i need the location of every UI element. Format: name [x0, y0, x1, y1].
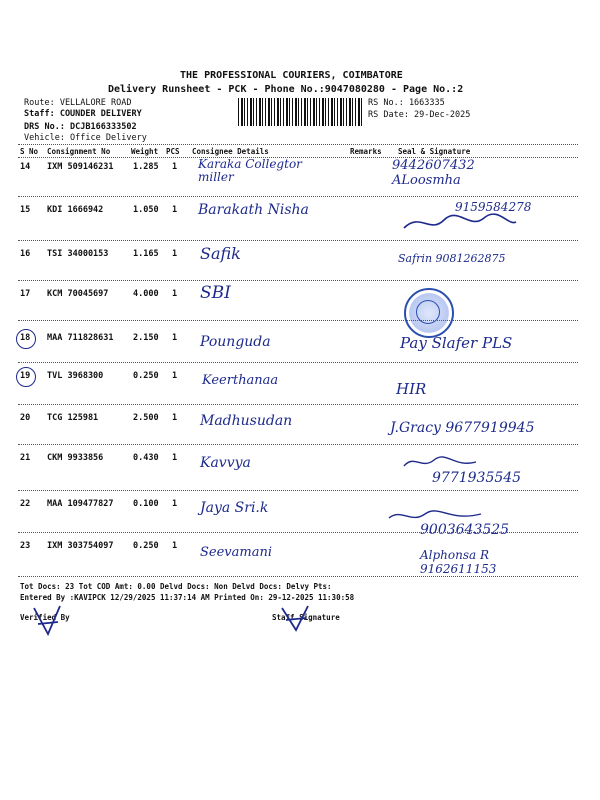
row-signature: Alphonsa R 9162611153	[420, 548, 497, 576]
row-weight: 0.100	[133, 499, 159, 509]
verified-signature-mark	[28, 600, 68, 640]
row-rule	[18, 320, 578, 321]
row-sno: 21	[20, 453, 31, 463]
row-pcs: 1	[172, 205, 178, 215]
row-weight: 2.150	[133, 333, 159, 343]
row-consignee: Safik	[200, 244, 241, 263]
bank-seal-stamp	[404, 288, 454, 338]
row-rule	[18, 196, 578, 197]
row-signature: Safrin 9081262875	[398, 252, 506, 265]
row-consignee: Barakath Nisha	[198, 202, 309, 218]
row-signature: Pay Slafer PLS	[400, 334, 513, 352]
row-consignment: TCG 125981	[47, 413, 99, 423]
row-pcs: 1	[172, 333, 178, 343]
row-weight: 4.000	[133, 289, 159, 299]
col-consignment: Consignment No	[47, 147, 111, 156]
verified-by-label: Verified By	[20, 613, 70, 622]
row-rule	[18, 362, 578, 363]
row-sno: 14	[20, 162, 31, 172]
row-consignee: Jaya Sri.k	[200, 500, 269, 516]
row-consignment: MAA 711828631	[47, 333, 114, 343]
row-pcs: 1	[172, 289, 178, 299]
row-consignee: Keerthanaa	[202, 373, 279, 388]
row-signature: 9442607432 ALoosmha	[392, 158, 475, 188]
company-title: THE PROFESSIONAL COURIERS, COIMBATORE	[180, 70, 403, 81]
vehicle-label: Vehicle: Office Delivery	[24, 133, 147, 143]
row-rule	[18, 576, 578, 577]
row-weight: 1.050	[133, 205, 159, 215]
staff-signature-mark	[278, 602, 318, 634]
col-pcs: PCS	[166, 147, 180, 156]
row-pcs: 1	[172, 249, 178, 259]
row-pcs: 1	[172, 453, 178, 463]
row-consignee: Karaka Collegtor miller	[198, 157, 302, 184]
row-rule	[18, 532, 578, 533]
entered-by-line: Entered By :KAVIPCK 12/29/2025 11:37:14 AM Printed On: 29-12-2025 11:30:58	[20, 593, 355, 602]
row-sno: 16	[20, 249, 31, 259]
row-signature: J.Gracy 9677919945	[390, 420, 535, 436]
row-weight: 0.250	[133, 371, 159, 381]
row-rule	[18, 240, 578, 241]
row-pcs: 1	[172, 162, 178, 172]
row-consignee: Seevamani	[200, 545, 272, 560]
row-consignment: KDI 1666942	[47, 205, 104, 215]
signature-scribble	[400, 452, 480, 472]
row-rule	[18, 444, 578, 445]
barcode	[238, 98, 364, 126]
row-consignee: Pounguda	[200, 334, 271, 350]
route-label: Route: VELLALORE ROAD	[24, 98, 132, 108]
col-sno: S No	[20, 147, 39, 156]
row-sno: 19	[20, 371, 31, 381]
row-consignment: CKM 9933856	[47, 453, 104, 463]
row-weight: 1.285	[133, 162, 159, 172]
row-sno: 15	[20, 205, 31, 215]
signature-scribble	[385, 506, 485, 526]
row-sno: 22	[20, 499, 31, 509]
row-consignee: Madhusudan	[200, 413, 293, 429]
rs-number: RS No.: 1663335	[368, 98, 445, 108]
runsheet-subtitle: Delivery Runsheet - PCK - Phone No.:9047080280 - Page No.:2	[108, 84, 464, 95]
row-sno: 18	[20, 333, 31, 343]
row-pcs: 1	[172, 413, 178, 423]
row-pcs: 1	[172, 499, 178, 509]
row-sno: 23	[20, 541, 31, 551]
row-consignee: SBI	[200, 283, 231, 303]
row-weight: 2.500	[133, 413, 159, 423]
drs-number: DRS No.: DCJB166333502	[24, 122, 137, 132]
row-consignment: IXM 509146231	[47, 162, 114, 172]
row-signature: 9159584278	[455, 200, 532, 214]
row-sno: 17	[20, 289, 31, 299]
row-consignee: Kavvya	[200, 455, 251, 471]
staff-signature-label: Staff Signature	[272, 613, 340, 622]
row-rule	[18, 490, 578, 491]
row-consignment: KCM 70045697	[47, 289, 109, 299]
row-signature: HIR	[396, 380, 427, 398]
rs-date: RS Date: 29-Dec-2025	[368, 110, 471, 120]
staff-label: Staff: COUNDER DELIVERY	[24, 109, 142, 119]
row-sno: 20	[20, 413, 31, 423]
row-pcs: 1	[172, 371, 178, 381]
row-pcs: 1	[172, 541, 178, 551]
col-weight: Weight	[131, 147, 159, 156]
totals-line: Tot Docs: 23 Tot COD Amt: 0.00 Delvd Docs: Non Delvd Docs: Delvy Pts:	[20, 582, 332, 591]
row-consignment: MAA 109477827	[47, 499, 114, 509]
row-weight: 0.250	[133, 541, 159, 551]
row-signature: 9771935545	[432, 470, 522, 486]
signature-scribble	[400, 208, 520, 236]
row-weight: 1.165	[133, 249, 159, 259]
row-consignment: TVL 3968300	[47, 371, 104, 381]
row-consignment: IXM 303754097	[47, 541, 114, 551]
row-consignment: TSI 34000153	[47, 249, 109, 259]
col-remarks: Remarks	[350, 147, 382, 156]
row-signature: 9003643525	[420, 522, 510, 538]
row-rule	[18, 280, 578, 281]
col-seal-signature: Seal & Signature	[398, 147, 471, 156]
header-rule	[18, 144, 578, 145]
col-consignee: Consignee Details	[192, 147, 269, 156]
row-rule	[18, 404, 578, 405]
row-weight: 0.430	[133, 453, 159, 463]
